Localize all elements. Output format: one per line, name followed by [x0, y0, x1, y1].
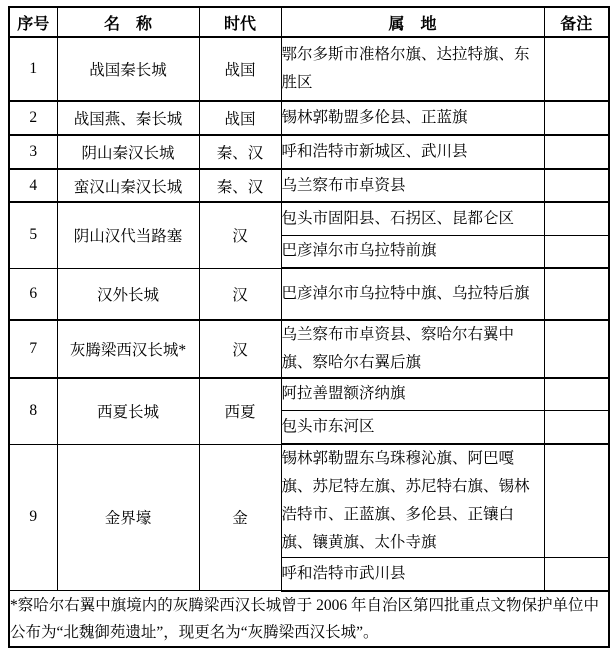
- no-cell: 4: [9, 169, 57, 202]
- era-cell: 汉: [199, 202, 281, 268]
- footnote-row: [9, 591, 609, 647]
- remark-cell: [544, 410, 609, 444]
- era-cell: 汉: [199, 320, 281, 378]
- name-cell: 蛮汉山秦汉长城: [57, 169, 199, 202]
- no-cell: 2: [9, 101, 57, 135]
- table-row: [9, 101, 609, 135]
- name-cell: 灰腾梁西汉长城*: [57, 320, 199, 378]
- great-wall-sites-table: [8, 6, 610, 648]
- no-cell: 8: [9, 378, 57, 444]
- footnote: *察哈尔右翼中旗境内的灰腾梁西汉长城曾于 2006 年自治区第四批重点文物保护单位中公布为“北魏御苑遗址”，现更名为“灰腾梁西汉长城”。: [9, 591, 609, 647]
- remark-cell: [544, 101, 609, 135]
- era-cell: 西夏: [199, 378, 281, 444]
- no-cell: 7: [9, 320, 57, 378]
- name-cell: 战国燕、秦长城: [57, 101, 199, 135]
- era-cell: 战国: [199, 37, 281, 101]
- header-remark: 备注: [544, 7, 609, 37]
- era-cell: 秦、汉: [199, 135, 281, 169]
- era-cell: 金: [199, 444, 281, 591]
- no-cell: 5: [9, 202, 57, 268]
- remark-cell: [544, 135, 609, 169]
- territory-cell: 阿拉善盟额济纳旗: [281, 378, 544, 410]
- table-row: [9, 37, 609, 101]
- name-cell: 西夏长城: [57, 378, 199, 444]
- table-row: [9, 169, 609, 202]
- territory-cell: 呼和浩特市武川县: [281, 558, 544, 591]
- name-cell: 战国秦长城: [57, 37, 199, 101]
- remark-cell: [544, 320, 609, 378]
- name-cell: 阴山秦汉长城: [57, 135, 199, 169]
- name-cell: 汉外长城: [57, 268, 199, 320]
- territory-cell: 锡林郭勒盟多伦县、正蓝旗: [281, 101, 544, 135]
- territory-cell: 包头市东河区: [281, 410, 544, 444]
- era-cell: 汉: [199, 268, 281, 320]
- table-row: [9, 202, 609, 235]
- territory-cell: 鄂尔多斯市准格尔旗、达拉特旗、东胜区: [281, 37, 544, 101]
- table-row: [9, 135, 609, 169]
- no-cell: 3: [9, 135, 57, 169]
- name-cell: 阴山汉代当路塞: [57, 202, 199, 268]
- territory-cell: 乌兰察布市卓资县、察哈尔右翼中旗、察哈尔右翼后旗: [281, 320, 544, 378]
- name-cell: 金界壕: [57, 444, 199, 591]
- table-header-row: [9, 7, 609, 37]
- no-cell: 9: [9, 444, 57, 591]
- remark-cell: [544, 444, 609, 558]
- remark-cell: [544, 202, 609, 235]
- remark-cell: [544, 558, 609, 591]
- table-row: [9, 268, 609, 320]
- table-row: [9, 378, 609, 410]
- territory-cell: 呼和浩特市新城区、武川县: [281, 135, 544, 169]
- territory-cell: 巴彦淖尔市乌拉特中旗、乌拉特后旗: [281, 268, 544, 320]
- era-cell: 战国: [199, 101, 281, 135]
- remark-cell: [544, 37, 609, 101]
- no-cell: 6: [9, 268, 57, 320]
- table-row: [9, 444, 609, 558]
- remark-cell: [544, 169, 609, 202]
- header-name: 名 称: [57, 7, 199, 37]
- era-cell: 秦、汉: [199, 169, 281, 202]
- territory-cell: 锡林郭勒盟东乌珠穆沁旗、阿巴嘎旗、苏尼特左旗、苏尼特右旗、锡林浩特市、正蓝旗、多伦县、正镶白旗、镶黄旗、太仆寺旗: [281, 444, 544, 558]
- remark-cell: [544, 378, 609, 410]
- header-territory: 属 地: [281, 7, 544, 37]
- territory-cell: 巴彦淖尔市乌拉特前旗: [281, 235, 544, 268]
- table-row: [9, 320, 609, 378]
- territory-cell: 包头市固阳县、石拐区、昆都仑区: [281, 202, 544, 235]
- remark-cell: [544, 235, 609, 268]
- header-era: 时代: [199, 7, 281, 37]
- header-no: 序号: [9, 7, 57, 37]
- remark-cell: [544, 268, 609, 320]
- territory-cell: 乌兰察布市卓资县: [281, 169, 544, 202]
- no-cell: 1: [9, 37, 57, 101]
